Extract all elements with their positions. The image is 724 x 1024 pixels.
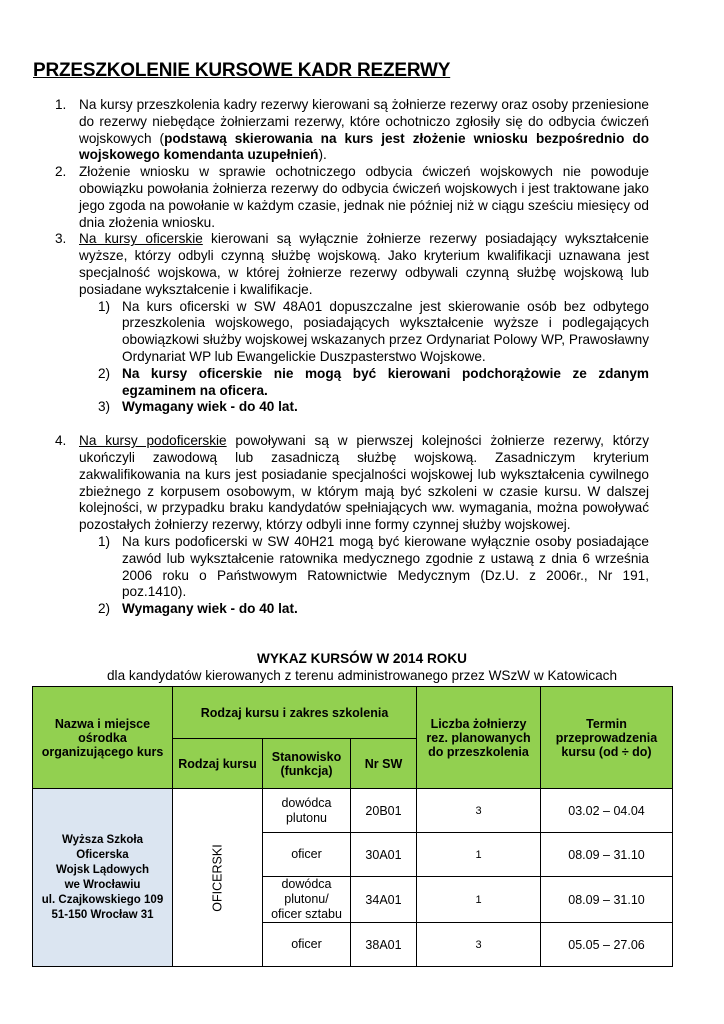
item-text-part: ). (318, 147, 327, 163)
position-cell (263, 833, 351, 877)
table-header-row (33, 687, 673, 739)
position-line: dowódca (281, 795, 332, 810)
position-line: oficer (291, 847, 322, 861)
sub-item-text (122, 399, 649, 416)
sub-item (98, 601, 649, 618)
term-cell: 05.05 – 27.06 (541, 923, 673, 967)
sw-number-cell: 34A01 (351, 877, 417, 923)
count-cell: 3 (417, 789, 541, 833)
count-cell: 3 (417, 923, 541, 967)
page-title: PRZESZKOLENIE KURSOWE KADR REZERWY (33, 60, 451, 81)
sub-item (98, 299, 649, 366)
term-cell: 08.09 – 31.10 (541, 877, 673, 923)
sub-item-text (122, 601, 649, 618)
item-number: 4. (55, 433, 67, 449)
institution-line: Wyższa Szkoła (62, 833, 143, 846)
item-text-part: powoływani są w pierwszej kolejności żołnierze rezerwy, którzy ukończyli zawodową lub zasadniczą służbę wojskową. Zasadniczym kryterium zakwalifikowania na kurs jest posiadanie specjalności wojskowej lub wykształcenia cywilnego zbieżnego z korpusem osobowym, w którym mają być szkoleni w czasie kursu. W dalszej kolejności, w przypadku braku kandydatów spełniających ww. wymagania, można powoływać pozostałych żołnierzy rezerwy, którzy odbyli inne formy czynnej służby wojskowej. (79, 433, 649, 533)
spacer (55, 416, 649, 433)
institution-line: 51-150 Wrocław 31 (51, 908, 154, 921)
header-sw-number: Nr SW (351, 739, 417, 789)
sw-number-cell: 38A01 (351, 923, 417, 967)
sub-item-number: 3) (98, 399, 111, 415)
sw-number-cell: 20B01 (351, 789, 417, 833)
sub-item-bold-text: Wymagany wiek - do 40 lat. (122, 399, 298, 415)
institution-line: Wojsk Lądowych (55, 863, 150, 876)
header-course-group: Rodzaj kursu i zakres szkolenia (173, 687, 417, 739)
item-number: 2. (55, 164, 67, 180)
sub-item (98, 534, 649, 601)
course-type-cell (173, 789, 263, 967)
sub-item-number: 2) (98, 365, 111, 381)
header-position: Stanowisko (funkcja) (263, 739, 351, 789)
item-underlined-text: Na kursy podoficerskie (79, 433, 227, 449)
position-line: plutonu/ (284, 892, 329, 906)
count-cell: 1 (417, 833, 541, 877)
header-term: Termin przeprowadzenia kursu (od ÷ do) (541, 687, 673, 789)
table-row (33, 789, 673, 833)
courses-list-title: WYKAZ KURSÓW W 2014 ROKU (257, 651, 467, 666)
list-item (55, 164, 649, 231)
sub-item-number: 1) (98, 298, 111, 314)
item-text-part: Na kursy przeszkolenia kadry rezerwy kierowani są żołnierze rezerwy oraz osoby przeniesione do rezerwy niebędące żołnierzami rezerwy, które ochotniczo zgłosiły się do odbycia ćwiczeń wojskowych ( (79, 97, 649, 146)
institution-line: ul. Czajkowskiego 109 (41, 893, 164, 906)
position-cell (263, 923, 351, 967)
position-line: plutonu (285, 810, 327, 825)
header-course-type: Rodzaj kursu (173, 739, 263, 789)
position-line: oficer sztabu (271, 907, 342, 921)
position-line: dowódca (281, 877, 332, 891)
sw-number-cell: 30A01 (351, 833, 417, 877)
institution-line: we Wrocławiu (64, 878, 141, 891)
item-number: 3. (55, 231, 67, 247)
item-bold-text: podstawą skierowania na kurs jest złożenie wniosku bezpośrednio do wojskowego komendanta uzupełnień (79, 130, 649, 163)
item-text-part: kierowani są wyłącznie żołnierze rezerwy posiadający wykształcenie wyższe, którzy odbyli czynną służbę wojskową. Jako kryterium kwalifikacji uznawana jest specjalność wojskowa, w której żołnierze rezerwy odbywali czynną służbę wojskową lub posiadane wykształcenie i kwalifikacje. (79, 231, 649, 297)
sub-item-text (122, 366, 649, 400)
list-item (55, 433, 649, 534)
sub-item-number: 1) (98, 533, 111, 549)
position-line: oficer (291, 937, 322, 951)
sub-item-text: Na kurs podoficerski w SW 40H21 mogą być kierowane wyłącznie osoby posiadające zawód lub wykształcenie ratownika medycznego zgodnie z ustawą z dnia 6 września 2006 roku o Państwowym Ratownictwie Medycznym (Dz.U. z 2006r., Nr 191, poz.1410). (122, 533, 649, 600)
item-text: Złożenie wniosku w sprawie ochotniczego odbycia ćwiczeń wojskowych nie powoduje obowiązku powołania żołnierza rezerwy do odbycia ćwiczeń wojskowych i jest traktowane jako jego zgoda na powołanie w każdym czasie, jednak nie później niż w ciągu sześciu miesięcy od dnia złożenia wniosku. (79, 164, 649, 230)
count-cell: 1 (417, 877, 541, 923)
item-text (79, 231, 649, 298)
item-text (79, 97, 649, 164)
institution-cell (33, 789, 173, 967)
sub-item-bold-text: Na kursy oficerskie nie mogą być kierowani podchorążowie ze zdanym egzaminem na oficera. (122, 365, 649, 398)
term-cell: 08.09 – 31.10 (541, 833, 673, 877)
sub-item (98, 399, 649, 416)
sub-item-bold-text: Wymagany wiek - do 40 lat. (122, 601, 298, 617)
courses-table (32, 686, 673, 967)
sub-item-text: Na kurs oficerski w SW 48A01 dopuszczalne jest skierowanie osób bez odbytego przeszkolenia wojskowego, posiadających wykształcenie wyższe i podlegających obowiązkowi służby wojskowej wskazanych przez Ordynariat Polowy WP, Prawosławny Ordynariat WP lub Ewangelickie Duszpasterstwo Wojskowe. (122, 298, 649, 364)
position-cell (263, 789, 351, 833)
header-institution: Nazwa i miejsce ośrodka organizującego kurs (33, 687, 173, 789)
document-body (55, 97, 649, 618)
header-count: Liczba żołnierzy rez. planowanych do przeszkolenia (417, 687, 541, 789)
sub-item-number: 2) (98, 601, 111, 617)
position-cell (263, 877, 351, 923)
term-cell: 03.02 – 04.04 (541, 789, 673, 833)
institution-line: Oficerska (76, 848, 129, 861)
item-underlined-text: Na kursy oficerskie (79, 231, 203, 247)
list-item (55, 97, 649, 164)
courses-list-subtitle: dla kandydatów kierowanych z terenu administrowanego przez WSzW w Katowicach (107, 668, 617, 683)
item-text (79, 433, 649, 534)
item-number: 1. (55, 97, 67, 112)
sub-item (98, 366, 649, 400)
list-item (55, 231, 649, 298)
course-type-label: OFICERSKI (210, 843, 225, 912)
